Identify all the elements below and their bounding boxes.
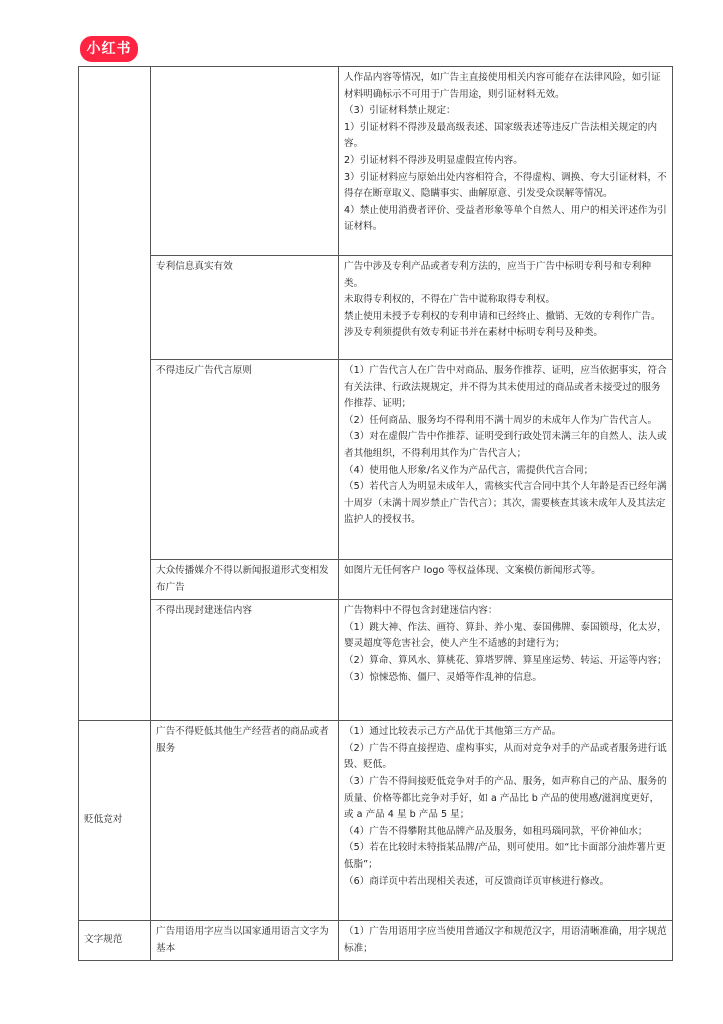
table-row (79, 560, 673, 600)
detail-line: （3）引证材料禁止规定： (344, 105, 456, 117)
detail-cell (339, 721, 673, 921)
detail-line: （5）若代言人为明显未成年人，需核实代言合同中其个人年龄是否已经年满十周岁（未满十周岁禁止广告代言）；其次，需要核查其该未成年人及其法定监护人的授权书。 (344, 481, 667, 526)
detail-line: （3）广告不得间接贬低竞争对手的产品、服务，如声称自己的产品、服务的质量、价格等都比竞争对手好，如 a 产品比 b 产品的使用感/滋润度更好，或 a 产品 4 星 b 产品 5 星； (344, 775, 667, 821)
detail-cell (339, 921, 673, 961)
detail-line: 1）引证材料不得涉及最高级表述、国家级表述等违反广告法相关规定的内容。 (344, 121, 658, 150)
detail-line: 广告中涉及专利产品或者专利方法的，应当于广告中标明专利号和专利种类。 (344, 261, 651, 289)
xiaohongshu-logo: 小红书 (80, 36, 138, 62)
rule-cell: 不得出现封建迷信内容 (151, 600, 339, 721)
detail-line: 人作品内容等情况，如广告主直接使用相关内容可能存在法律风险，如引证材料明确标示不可用于广告用途，则引证材料无效。 (344, 72, 661, 100)
detail-line: （4）使用他人形象/名义作为产品代言，需提供代言合同； (344, 464, 594, 476)
detail-line: （1）通过比较表示己方产品优于其他第三方产品。 (344, 726, 562, 738)
table-row (79, 256, 673, 360)
detail-cell (339, 360, 673, 560)
detail-line: （2）任何商品、服务均不得利用不满十周岁的未成年人作为广告代言人。 (344, 414, 658, 426)
category-cell: 文字规范 (79, 921, 151, 961)
detail-line: （1）广告代言人在广告中对商品、服务作推荐、证明，应当依据事实，符合有关法律、行政法规规定，并不得为其未使用过的商品或者未接受过的服务作推荐、证明； (344, 365, 667, 410)
detail-cell (339, 256, 673, 360)
rule-cell: 专利信息真实有效 (151, 256, 339, 360)
detail-line: （4）广告不得攀附其他品牌产品及服务，如租玛瑙同款，平价神仙水； (344, 825, 648, 837)
detail-line: （2）算命、算风水、算桃花、算塔罗牌、算星座运势、转运、开运等内容； (344, 654, 667, 666)
detail-line: 广告物料中不得包含封建迷信内容： (344, 605, 498, 617)
table-row (79, 721, 673, 921)
ad-rules-table (78, 66, 673, 961)
detail-line: （5）若在比较时未特指某品牌/产品，则可使用。如“比卡面部分油炸薯片更低脂”； (344, 842, 666, 870)
detail-line: （3）对在虚假广告中作推荐、证明受到行政处罚未满三年的自然人、法人或者其他组织，不得利用其作为广告代言人； (344, 431, 667, 459)
category-cell (79, 67, 151, 721)
table-row (79, 360, 673, 560)
rule-cell: 不得违反广告代言原则 (151, 360, 339, 560)
table-row (79, 921, 673, 961)
detail-line: 禁止使用未授予专利权的专利申请和已经终止、撤销、无效的专利作广告。涉及专利须提供有效专利证书并在素材中标明专利号及种类。 (344, 310, 661, 339)
detail-cell (339, 600, 673, 721)
category-cell: 贬低竞对 (79, 721, 151, 921)
rule-cell: 广告不得贬低其他生产经营者的商品或者服务 (151, 721, 339, 921)
table-row (79, 600, 673, 721)
detail-line: 2）引证材料不得涉及明显虚假宣传内容。 (344, 154, 523, 166)
rule-cell (151, 67, 339, 256)
detail-line: 3）引证材料应与原始出处内容相符合，不得虚构、调换、夸大引证材料，不得存在断章取义、隐瞒事实、曲解原意、引发受众误解等情况。 (344, 171, 667, 200)
detail-line: （2）广告不得直接捏造、虚构事实，从而对竞争对手的产品或者服务进行诋毁、贬低。 (344, 742, 667, 771)
detail-line: （3）惊悚恐怖、僵尸、灵婚等作乱神的信息。 (344, 671, 542, 683)
detail-line: （6）商详页中若出现相关表述，可反馈商详页审核进行修改。 (344, 875, 610, 887)
table-row (79, 67, 673, 256)
rule-cell: 广告用语用字应当以国家通用语言文字为基本 (151, 921, 339, 961)
detail-line: 4）禁止使用消费者评价、受益者形象等单个自然人、用户的相关评述作为引证材料。 (344, 204, 667, 233)
detail-cell (339, 560, 673, 600)
detail-line: 如图片无任何客户 logo 等权益体现、文案模仿新闻形式等。 (344, 565, 601, 576)
detail-line: （1）广告用语用字应当使用普通汉字和规范汉字，用语清晰准确，用字规范标准； (344, 926, 667, 954)
detail-line: 未取得专利权的，不得在广告中谎称取得专利权。 (344, 294, 556, 306)
rule-cell: 大众传播媒介不得以新闻报道形式变相发布广告 (151, 560, 339, 600)
detail-cell (339, 67, 673, 256)
detail-line: （1）跳大神、作法、画符、算卦、养小鬼、泰国佛牌、泰国锁母，化太岁，婴灵超度等危害社会，使人产生不适感的封建行为； (344, 621, 667, 650)
